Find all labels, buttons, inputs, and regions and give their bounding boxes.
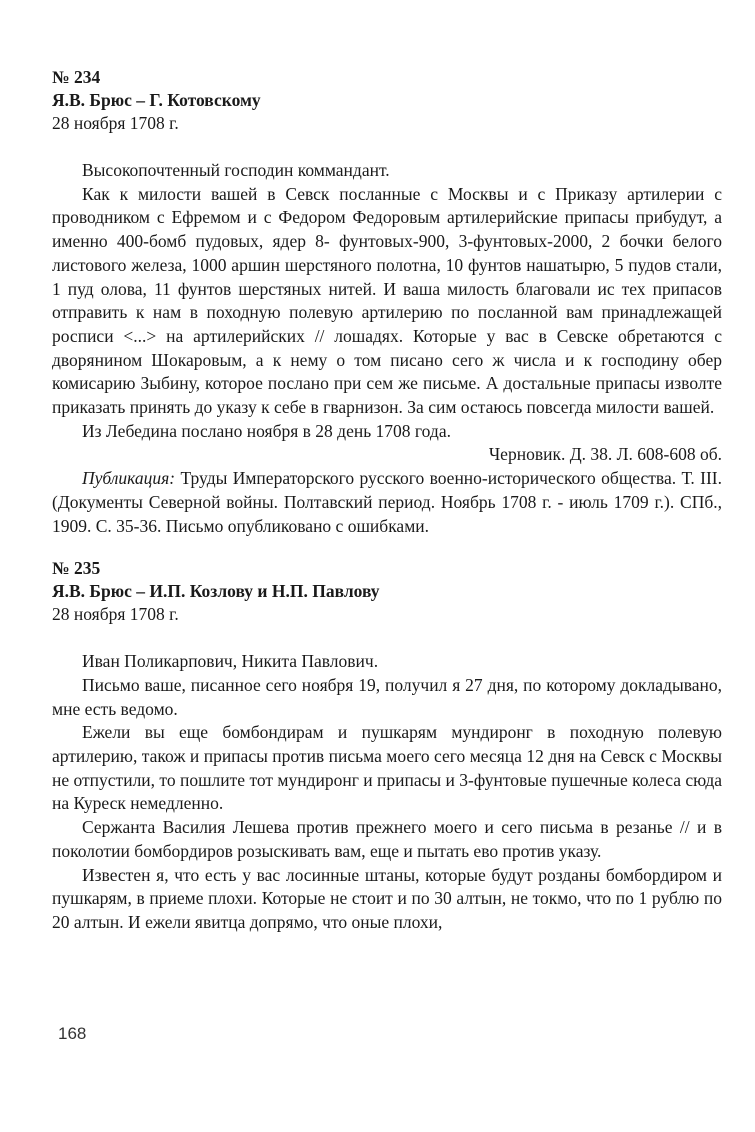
document-date: 28 ноября 1708 г. [52, 113, 179, 133]
salutation: Иван Поликарпович, Никита Павлович. [82, 651, 379, 672]
document-number: № 234 [52, 67, 101, 87]
publication-text: Труды Императорского русского военно-исторического общества. Т. III. (Документы Северной войны. Полтавский период. Ноябрь 1708 г. - июль 1709 г.). СПб., 1909. С. 35-36. Письмо опубликовано с ошибками. [52, 468, 723, 536]
document-235 [52, 557, 722, 934]
document-number: № 235 [52, 558, 101, 579]
body-paragraph: Как к милости вашей в Севск посланные с Москвы и с Приказу артилерии с проводником с Ефремом и с Федором Федоровым артилерийские припасы прибудут, а именно 400-бомб пудовых, ядер 8- фунтовых-900, 3-фунтовых-2000, 2 бочки белого листового железа, 1000 аршин шерстяного полотна, 10 фунтов нашатырю, 5 пудов стали, 1 пуд олова, 11 фунтов шерстяных нитей. И ваша милость благовали ис тех припасов отправить к нам в походную полевую артилерию по посланной вам принадлежащей росписи <...> на артилерийских // лошадях. Которые у вас в Севске обретаются с дворянином Шокаровым, а к нему о том писано сего ж числа и к господину обер комисарию Зыбину, которое послано при сем же письме. А достальные припасы изволте приказать принять до указу к себе в гварнизон. За сим остаюсь повсегда милости вашей. [52, 183, 722, 418]
document-heading: Я.В. Брюс – Г. Котовскому [52, 90, 261, 110]
publication-note [52, 467, 722, 538]
body-paragraph: Известен я, что есть у вас лосинные штаны, которые будут розданы бомбордиром и пушкарям, в приеме плохи. Которые не стоит и по 30 алтын, не токмо, что по 1 рублю по 20 алтын. И ежели явитца допрямо, что оные плохи, [52, 864, 722, 932]
body-paragraph: Письмо ваше, писанное сего ноября 19, получил я 27 дня, по которому докладывано, мне есть ведомо. [52, 674, 722, 719]
document-page [52, 66, 722, 935]
salutation: Высокопочтенный господин коммандант. [82, 160, 390, 180]
closing-line: Из Лебедина послано ноября в 28 день 1708 года. [82, 420, 451, 441]
document-234 [52, 66, 722, 538]
page-number: 168 [58, 1024, 87, 1043]
archive-reference: Черновик. Д. 38. Л. 608-608 об. [488, 444, 722, 465]
document-date: 28 ноября 1708 г. [52, 604, 179, 625]
body-paragraph: Сержанта Василия Лешева против прежнего моего и сего письма в резанье // и в поколотии бомбордиров розыскивать вам, еще и пытать ево против указу. [52, 817, 722, 861]
body-paragraph: Ежели вы еще бомбондирам и пушкарям мундиронг в походную полевую артилерию, також и припасы против письма моего сего месяца 12 дня на Севск с Москвы не отпустили, то пошлите тот мундиронг и припасы и 3-фунтовые пушечные колеса сюда на Куреск немедленно. [52, 722, 722, 814]
publication-label: Публикация: [82, 468, 176, 489]
document-heading: Я.В. Брюс – И.П. Козлову и Н.П. Павлову [52, 581, 380, 602]
